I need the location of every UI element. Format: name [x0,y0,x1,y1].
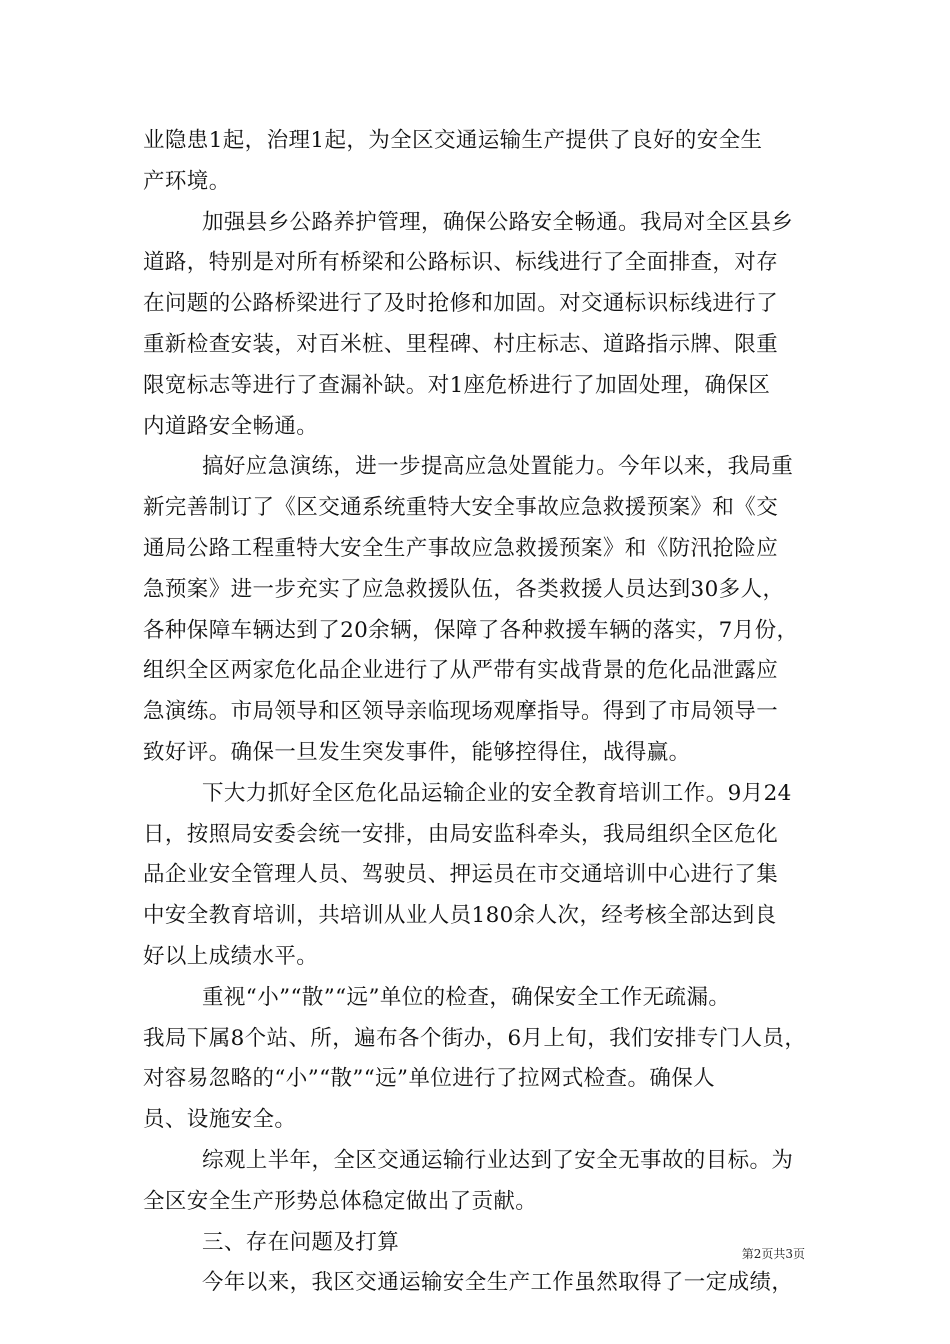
paragraph-start-line: 今年以来，我区交通运输安全生产工作虽然取得了一定成绩， [202,1270,794,1296]
text-line: 通局公路工程重特大安全生产事故应急救援预案》和《防汛抢险应 [143,535,779,561]
section-heading: 三、存在问题及打算 [202,1229,400,1255]
paragraph-start-line: 综观上半年，全区交通运输行业达到了安全无事故的目标。为 [202,1147,794,1173]
document-body [143,121,811,1304]
page-number-footer: 第2页共3页 [741,1247,805,1261]
text-line: 我局下属8个站、所，遍布各个街办，6月上旬，我们安排专门人员， [143,1025,807,1051]
paragraph-start-line: 重视“小”“散”“远”单位的检查，确保安全工作无疏漏。 [202,984,731,1010]
text-line: 内道路安全畅通。 [143,413,319,439]
text-line: 中安全教育培训，共培训从业人员180余人次，经考核全部达到良 [143,903,777,929]
paragraph-start-line: 搞好应急演练，进一步提高应急处置能力。今年以来，我局重 [202,454,794,480]
text-line: 对容易忽略的“小”“散”“远”单位进行了拉网式检查。确保人 [143,1066,716,1092]
text-line: 致好评。确保一旦发生突发事件，能够控得住，战得赢。 [143,739,691,765]
text-line: 组织全区两家危化品企业进行了从严带有实战背景的危化品泄露应 [143,658,779,684]
text-line: 在问题的公路桥梁进行了及时抢修和加固。对交通标识标线进行了 [143,291,779,317]
text-line: 急预案》进一步充实了应急救援队伍，各类救援人员达到30多人， [143,576,785,602]
text-line: 限宽标志等进行了查漏补缺。对1座危桥进行了加固处理，确保区 [143,372,771,398]
text-line: 急演练。市局领导和区领导亲临现场观摩指导。得到了市局领导一 [143,699,779,725]
paragraph-start-line: 下大力抓好全区危化品运输企业的安全教育培训工作。9月24 [202,780,792,806]
text-line: 新完善制订了《区交通系统重特大安全事故应急救援预案》和《交 [143,495,779,521]
text-line: 重新检查安装，对百米桩、里程碑、村庄标志、道路指示牌、限重 [143,331,779,357]
text-line: 全区安全生产形势总体稳定做出了贡献。 [143,1188,538,1214]
text-line: 好以上成绩水平。 [143,943,319,969]
text-line: 品企业安全管理人员、驾驶员、押运员在市交通培训中心进行了集 [143,862,779,888]
paragraph-start-line: 加强县乡公路养护管理，确保公路安全畅通。我局对全区县乡 [202,209,794,235]
text-line: 道路，特别是对所有桥梁和公路标识、标线进行了全面排查，对存 [143,250,779,276]
text-line: 业隐患1起，治理1起，为全区交通运输生产提供了良好的安全生 [143,128,763,153]
text-line: 员、设施安全。 [143,1107,297,1133]
text-line: 日，按照局安委会统一安排，由局安监科牵头，我局组织全区危化 [143,821,779,847]
text-line: 产环境。 [143,168,231,194]
text-line: 各种保障车辆达到了20余辆，保障了各种救援车辆的落实，7月份， [143,617,799,643]
